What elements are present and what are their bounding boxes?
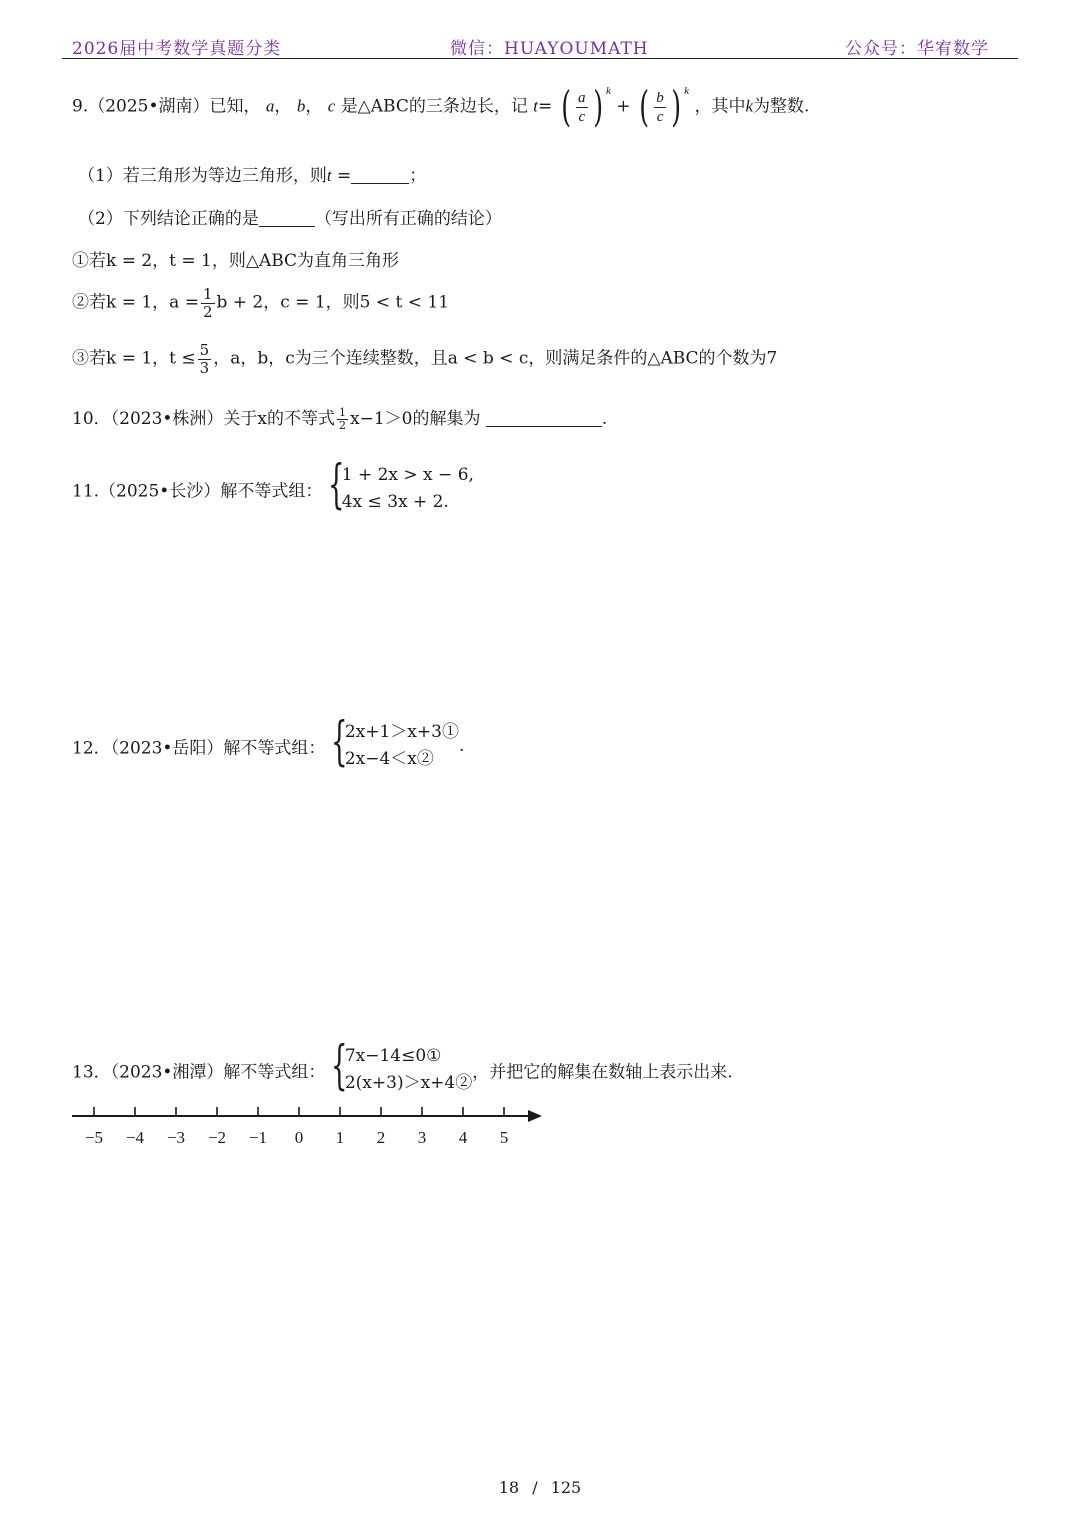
number-line-tick-label: −1 [248, 1128, 268, 1147]
number-line-arrow [528, 1110, 542, 1122]
q13-stem: 13．（2023•湘潭）解不等式组： { 7x−14≤0① 2(x+3)＞x+4② ，并把它的解集在数轴上表示出来. [72, 1036, 733, 1096]
q9-stem: 9.（2025•湖南）已知， a， b， c 是△ABC的三条边长，记 t= ( $\frac{a}{c}$ ) $^k$ + ( $\frac{b}{c}$ ) $^k$ ，其中k为整数. [72, 82, 810, 131]
q9-option-3: ③若k = 1，t ≤ $\frac{5}{3}$ ，a，b，c为三个连续整数，且a < b < c，则满足条件的△ABC的个数为7 [72, 341, 778, 377]
answer-blank[interactable] [486, 426, 602, 427]
q9-part1: （1）若三角形为等边三角形，则t = ； [78, 166, 427, 186]
number-line-tick-label: −2 [207, 1128, 227, 1147]
number-line-tick-label: 0 [294, 1128, 304, 1147]
q13-inequality-system: { 7x−14≤0① 2(x+3)＞x+4② [330, 1036, 473, 1096]
q12-stem: 12．（2023•岳阳）解不等式组： { 2x+1＞x+3① 2x−4＜x② . [72, 712, 465, 772]
q9-frac-b-over-c: $\frac{b}{c}$ [656, 90, 664, 125]
header-center: 微信：HUAYOUMATH [450, 39, 649, 59]
number-line-tick-label: 2 [376, 1128, 386, 1147]
q9-option-2: ②若k = 1，a = $\frac{1}{2}$ b + 2，c = 1，则5 < t < 11 [72, 285, 450, 321]
page-number: 18 / 125 [498, 1478, 582, 1497]
header-left: 2026届中考数学真题分类 [72, 39, 282, 59]
q10-stem: 10．（2023•株洲）关于x的不等式 $\frac{1}{2}$ x−1＞0的解集为 . [72, 405, 608, 432]
header-divider [62, 58, 1018, 59]
q10-fraction: $\frac{1}{2}$ [339, 405, 347, 432]
answer-blank[interactable] [259, 226, 315, 227]
q9-opt3-fraction: $\frac{5}{3}$ [199, 341, 210, 377]
number-line-tick-label: −4 [125, 1128, 145, 1147]
q9-part2: （2）下列结论正确的是 （写出所有正确的结论） [78, 209, 502, 229]
answer-blank[interactable] [351, 183, 409, 184]
number-line-tick-label: 1 [335, 1128, 345, 1147]
number-line-tick-label: −5 [84, 1128, 104, 1147]
q12-inequality-system: { 2x+1＞x+3① 2x−4＜x② [330, 712, 459, 772]
number-line-tick-label: −3 [166, 1128, 186, 1147]
number-line [72, 1100, 552, 1160]
number-line-tick-label: 5 [499, 1128, 509, 1147]
q9-option-1: ①若k = 2，t = 1，则△ABC为直角三角形 [72, 251, 400, 271]
number-line-tick-label: 4 [458, 1128, 468, 1147]
q9-frac-a-over-c: $\frac{a}{c}$ [578, 90, 586, 125]
q9-opt2-fraction: $\frac{1}{2}$ [202, 285, 213, 321]
q11-stem: 11.（2025•长沙）解不等式组： { 1 + 2x > x − 6, 4x ≤ 3x + 2. [72, 455, 474, 515]
number-line-tick-label: 3 [417, 1128, 427, 1147]
header-right: 公众号：华宥数学 [845, 39, 989, 59]
q11-inequality-system: { 1 + 2x > x − 6, 4x ≤ 3x + 2. [327, 455, 474, 515]
